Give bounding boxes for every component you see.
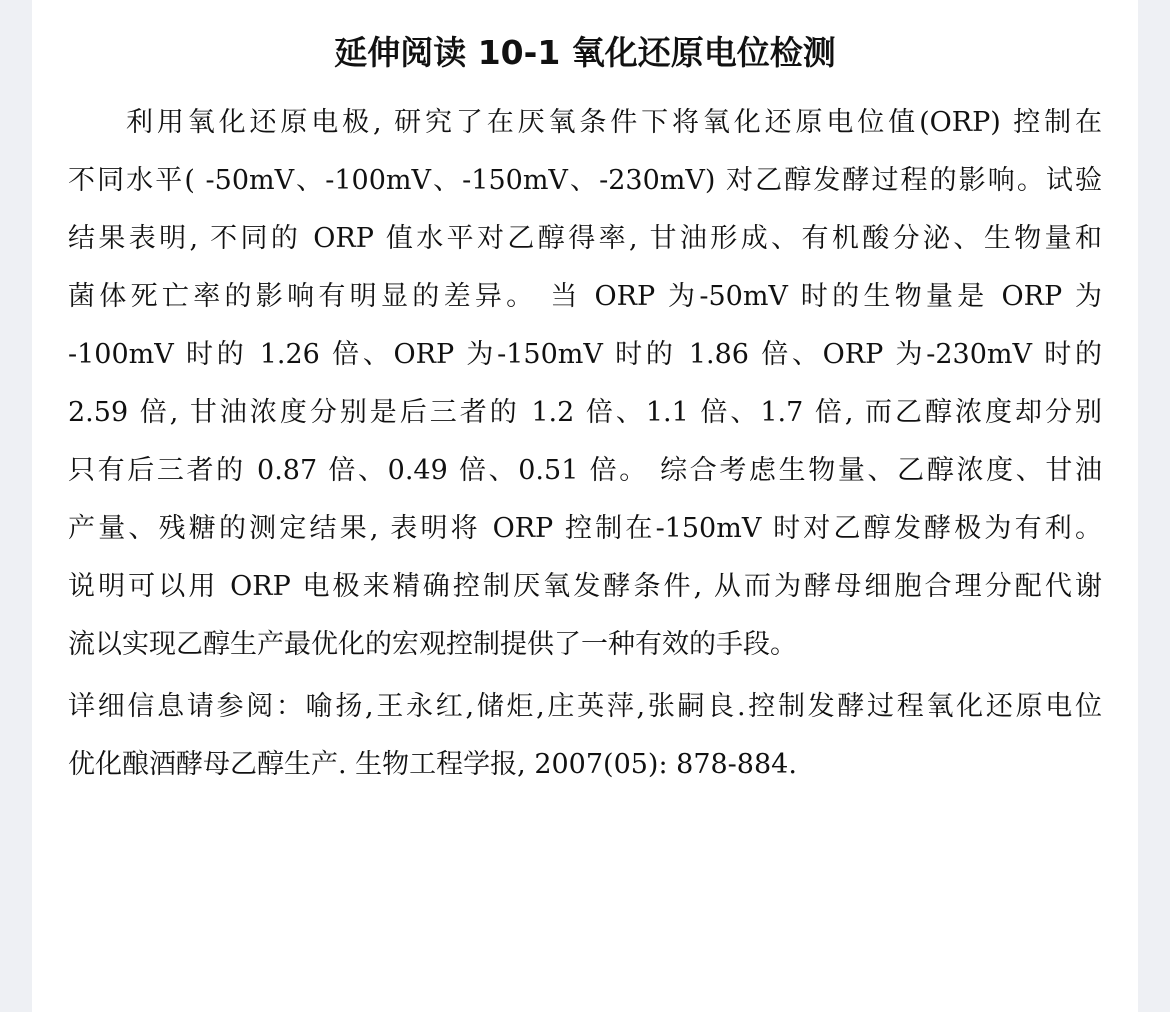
page-title: 延伸阅读 10-1 氧化还原电位检测 <box>334 33 836 72</box>
body-line: 菌体死亡率的影响有明显的差异。 当 ORP 为-50mV 时的生物量是 ORP 为 <box>68 281 1102 312</box>
body-line: 不同水平( -50mV、-100mV、-150mV、-230mV) 对乙醇发酵过程的影响。试验 <box>68 165 1102 196</box>
body-paragraph <box>68 94 1102 674</box>
body-line: 结果表明, 不同的 ORP 值水平对乙醇得率, 甘油形成、有机酸分泌、生物量和 <box>68 223 1102 254</box>
body-line: -100mV 时的 1.26 倍、ORP 为-150mV 时的 1.86 倍、ORP 为-230mV 时的 <box>68 339 1102 370</box>
reference-paragraph <box>68 678 1102 794</box>
body-line: 产量、残糖的测定结果, 表明将 ORP 控制在-150mV 时对乙醇发酵极为有利。 <box>68 513 1102 544</box>
body-line: 利用氧化还原电极, 研究了在厌氧条件下将氧化还原电位值(ORP) 控制在 <box>126 107 1102 138</box>
body-line: 2.59 倍, 甘油浓度分别是后三者的 1.2 倍、1.1 倍、1.7 倍, 而乙醇浓度却分别 <box>68 397 1102 428</box>
body-line: 说明可以用 ORP 电极来精确控制厌氧发酵条件, 从而为酵母细胞合理分配代谢 <box>68 571 1102 602</box>
body-line: 流以实现乙醇生产最优化的宏观控制提供了一种有效的手段。 <box>68 629 797 660</box>
reference-line: 优化酿酒酵母乙醇生产. 生物工程学报, 2007(05): 878-884. <box>68 749 797 780</box>
document-page <box>32 0 1138 1012</box>
reference-line: 详细信息请参阅：喻扬,王永红,储炬,庄英萍,张嗣良.控制发酵过程氧化还原电位 <box>68 691 1102 722</box>
body-line: 只有后三者的 0.87 倍、0.49 倍、0.51 倍。 综合考虑生物量、乙醇浓度、甘油 <box>68 455 1102 486</box>
